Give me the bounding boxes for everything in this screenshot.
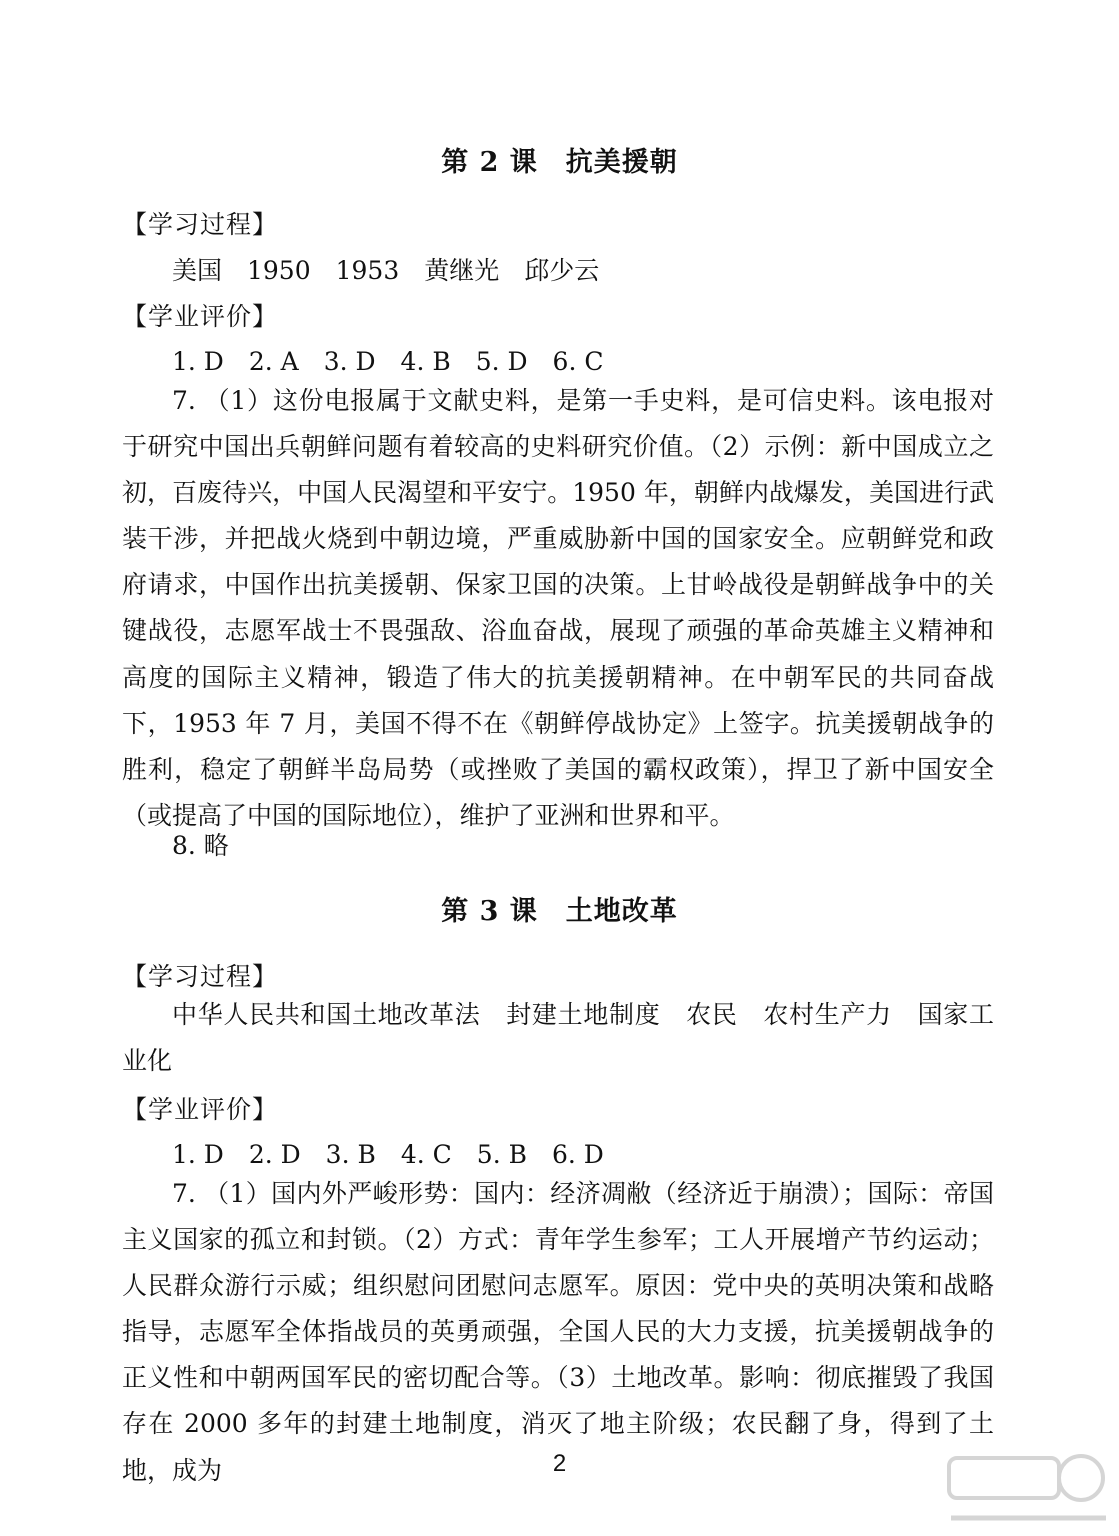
lesson-2-question-7-text: 7. （1）这份电报属于文献史料，是第一手史料，是可信史料。该电报对于研究中国出兵朝鲜问题有着较高的史料研究价值。（2）示例：新中国成立之初，百废待兴，中国人民渴望和平安宁。1950 年，朝鲜内战爆发，美国进行武装干涉，并把战火烧到中朝边境，严重威胁新中国的国家安全。应朝鲜党和政府请求，中国作出抗美援朝、保家卫国的决策。上甘岭战役是朝鲜战争中的关键战役，志愿军战士不畏强敌、浴血奋战，展现了顽强的革命英雄主义精神和高度的国际主义精神，锻造了伟大的抗美援朝精神。在中朝军民的共同奋战下，1953 年 7 月，美国不得不在《朝鲜停战协定》上签字。抗美援朝战争的胜利，稳定了朝鲜半岛局势（或挫败了美国的霸权政策），捍卫了新中国安全（或提高了中国的国际地位），维护了亚洲和世界和平。 bbox=[122, 386, 994, 830]
lesson-3-evaluation-heading: 【学业评价】 bbox=[122, 1095, 279, 1124]
lesson-2-evaluation-heading: 【学业评价】 bbox=[122, 302, 279, 331]
watermark-logo-icon bbox=[941, 1450, 1111, 1530]
lesson-2-question-8-answer: 8. 略 bbox=[172, 831, 229, 860]
lesson-3-multiple-choice-answers: 1. D 2. D 3. B 4. C 5. B 6. D bbox=[172, 1140, 604, 1169]
watermark-logo bbox=[941, 1450, 1111, 1530]
lesson-2-learning-process-heading: 【学习过程】 bbox=[122, 210, 279, 239]
lesson-3-learning-process-answer bbox=[122, 992, 994, 1084]
lesson-3-question-7-text: 7. （1）国内外严峻形势：国内：经济凋敝（经济近于崩溃）；国际：帝国主义国家的孤立和封锁。（2）方式：青年学生参军；工人开展增产节约运动；人民群众游行示威；组织慰问团慰问志愿军。原因：党中央的英明决策和战略指导，志愿军全体指战员的英勇顽强，全国人民的大力支援，抗美援朝战争的正义性和中朝两国军民的密切配合等。（3）土地改革。影响：彻底摧毁了我国存在 2000 多年的封建土地制度，消灭了地主阶级；农民翻了身，得到了土地，成为 bbox=[122, 1179, 994, 1485]
lesson-3-learning-process-heading: 【学习过程】 bbox=[122, 962, 279, 991]
lesson-3-title: 第 3 课 土地改革 bbox=[441, 896, 678, 927]
page-number: 2 bbox=[552, 1450, 567, 1477]
lesson-3-question-7-answer bbox=[122, 1171, 994, 1494]
lesson-2-multiple-choice-answers: 1. D 2. A 3. D 4. B 5. D 6. C bbox=[172, 347, 604, 376]
lesson-2-title: 第 2 课 抗美援朝 bbox=[441, 147, 678, 178]
lesson-2-question-7-answer bbox=[122, 378, 994, 839]
lesson-3-learning-process-text: 中华人民共和国土地改革法 封建土地制度 农民 农村生产力 国家工业化 bbox=[122, 1000, 994, 1076]
lesson-2-learning-process-answer: 美国 1950 1953 黄继光 邱少云 bbox=[172, 256, 600, 285]
